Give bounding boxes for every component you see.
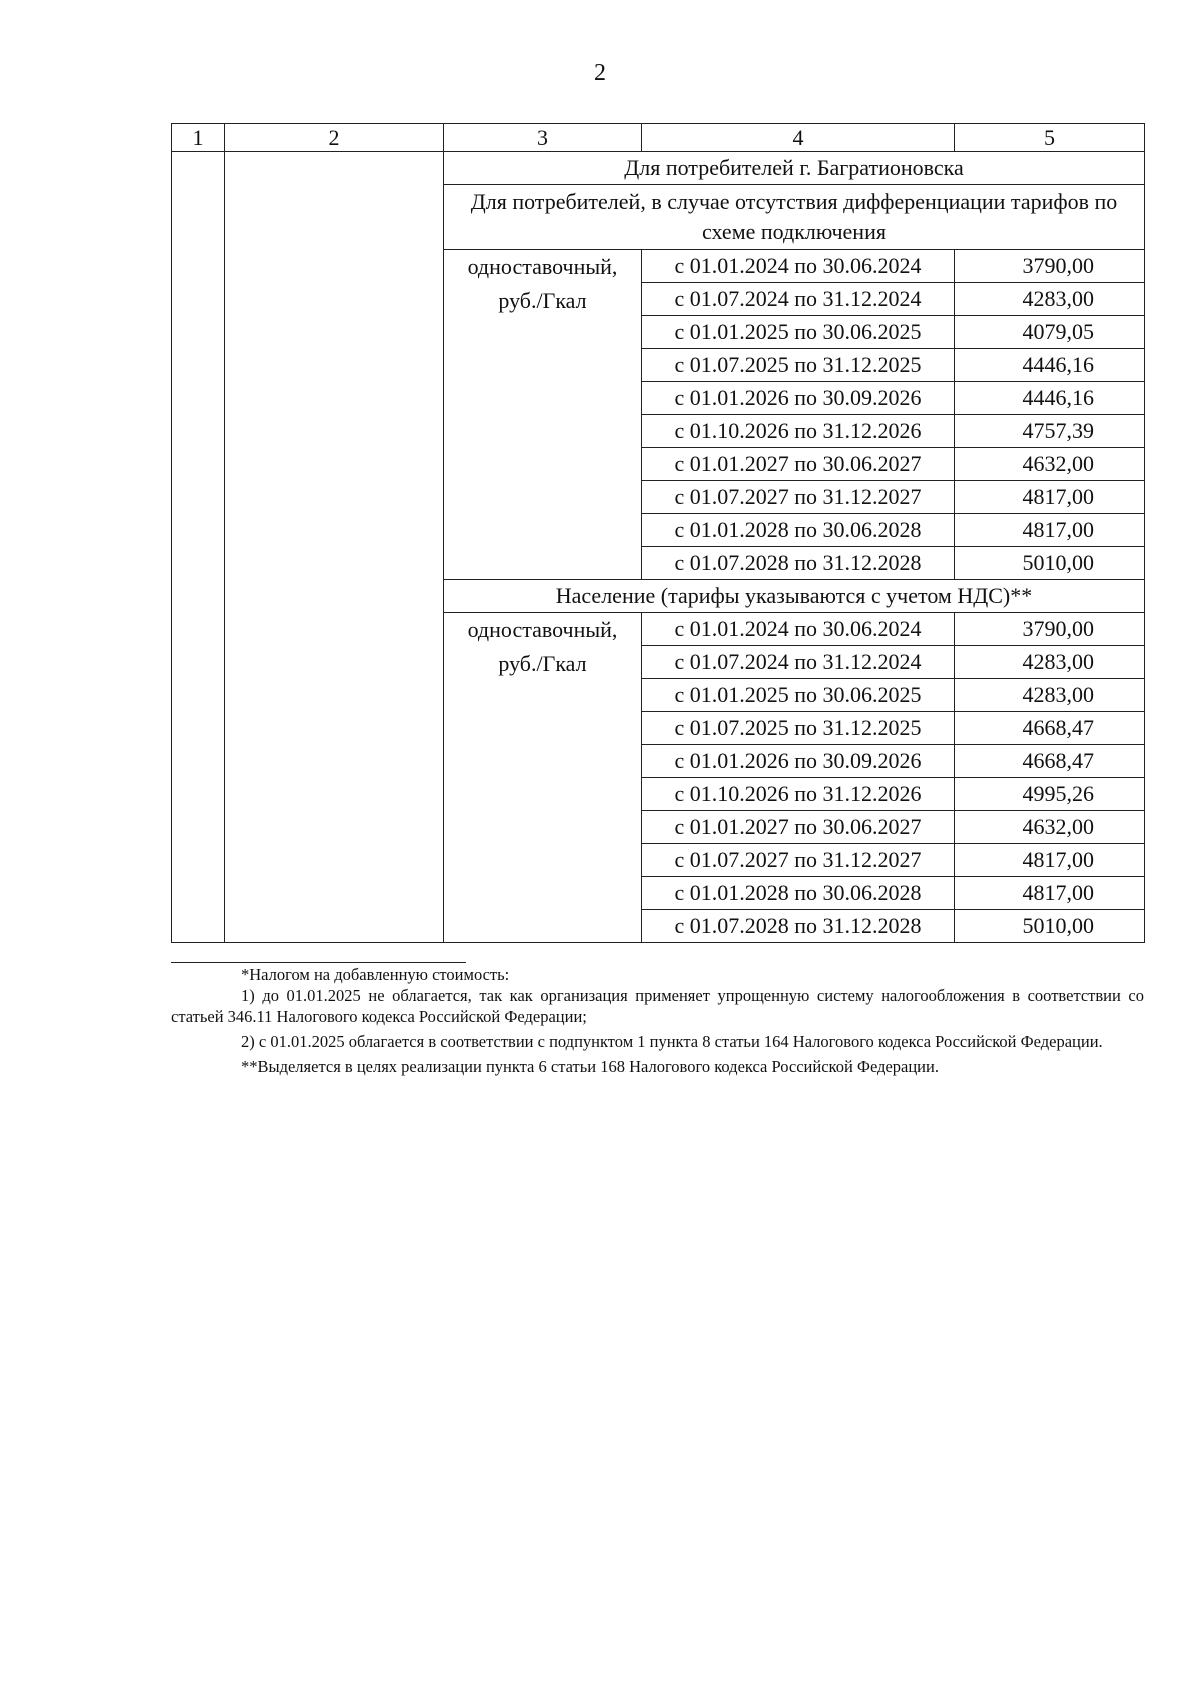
tariff-value-cell: 4757,39 xyxy=(955,415,1145,448)
footnote-population: **Выделяется в целях реализации пункта 6 статьи 168 Налогового кодекса Российской Федерации. xyxy=(241,1057,939,1076)
tariff-value-cell: 4079,05 xyxy=(955,316,1145,349)
period-cell: с 01.01.2025 по 30.06.2025 xyxy=(642,316,955,349)
tariff-value-cell: 4283,00 xyxy=(955,646,1145,679)
tariff-value-cell: 4817,00 xyxy=(955,844,1145,877)
period-cell: с 01.07.2024 по 31.12.2024 xyxy=(642,283,955,316)
tariff-value-cell: 4283,00 xyxy=(955,283,1145,316)
period-cell: с 01.01.2025 по 30.06.2025 xyxy=(642,679,955,712)
period-cell: с 01.07.2028 по 31.12.2028 xyxy=(642,910,955,943)
tariff-unit-label: руб./Гкал xyxy=(498,288,587,313)
period-cell: с 01.01.2024 по 30.06.2024 xyxy=(642,613,955,646)
period-cell: с 01.01.2024 по 30.06.2024 xyxy=(642,250,955,283)
tariff-value-cell: 3790,00 xyxy=(955,613,1145,646)
period-cell: с 01.07.2027 по 31.12.2027 xyxy=(642,481,955,514)
period-cell: с 01.01.2028 по 30.06.2028 xyxy=(642,877,955,910)
tariff-value-cell: 4283,00 xyxy=(955,679,1145,712)
tariff-value-cell: 4817,00 xyxy=(955,877,1145,910)
tariff-value-cell: 4668,47 xyxy=(955,745,1145,778)
section-title-no-differentiation: Для потребителей, в случае отсутствия дифференциации тарифов по схеме подключения xyxy=(444,185,1145,250)
footnote-vat-title: *Налогом на добавленную стоимость: xyxy=(241,965,510,984)
cell-col1-empty xyxy=(172,152,225,943)
period-cell: с 01.07.2024 по 31.12.2024 xyxy=(642,646,955,679)
period-cell: с 01.07.2028 по 31.12.2028 xyxy=(642,547,955,580)
period-cell: с 01.01.2027 по 30.06.2027 xyxy=(642,448,955,481)
tariff-unit-label: руб./Гкал xyxy=(498,651,587,676)
period-cell: с 01.10.2026 по 31.12.2026 xyxy=(642,778,955,811)
footnote-vat-item-2: 2) с 01.01.2025 облагается в соответствии с подпунктом 1 пункта 8 статьи 164 Налогового кодекса Российской Федерации. xyxy=(241,1032,1103,1051)
tariff-value-cell: 4817,00 xyxy=(955,514,1145,547)
period-cell: с 01.07.2027 по 31.12.2027 xyxy=(642,844,955,877)
cell-col2-empty xyxy=(225,152,444,943)
tariff-value-cell: 4995,26 xyxy=(955,778,1145,811)
table-header-row xyxy=(172,124,1145,152)
period-cell: с 01.01.2027 по 30.06.2027 xyxy=(642,811,955,844)
tariff-value-cell: 3790,00 xyxy=(955,250,1145,283)
period-cell: с 01.07.2025 по 31.12.2025 xyxy=(642,712,955,745)
period-cell: с 01.01.2026 по 30.09.2026 xyxy=(642,745,955,778)
tariff-value-cell: 4446,16 xyxy=(955,349,1145,382)
tariff-kind-label: одноставочный, xyxy=(467,254,618,279)
footnote-divider xyxy=(171,962,466,963)
period-cell: с 01.01.2026 по 30.09.2026 xyxy=(642,382,955,415)
column-number-5: 5 xyxy=(955,124,1145,152)
column-number-3: 3 xyxy=(444,124,642,152)
footnotes xyxy=(171,964,1144,1077)
tariff-value-cell: 4632,00 xyxy=(955,811,1145,844)
footnote-vat-item-1: 1) до 01.01.2025 не облагается, так как организация применяет упрощенную систему налогообложения в соответствии со статьей 346.11 Налогового кодекса Российской Федерации; xyxy=(171,986,1144,1026)
tariff-kind-population xyxy=(444,613,642,943)
period-cell: с 01.07.2025 по 31.12.2025 xyxy=(642,349,955,382)
tariff-value-cell: 4668,47 xyxy=(955,712,1145,745)
period-cell: с 01.10.2026 по 31.12.2026 xyxy=(642,415,955,448)
column-number-2: 2 xyxy=(225,124,444,152)
column-number-4: 4 xyxy=(642,124,955,152)
section-row-city xyxy=(172,152,1145,185)
tariff-value-cell: 4446,16 xyxy=(955,382,1145,415)
period-cell: с 01.01.2028 по 30.06.2028 xyxy=(642,514,955,547)
tariff-value-cell: 5010,00 xyxy=(955,910,1145,943)
page-number: 2 xyxy=(594,60,606,86)
column-number-1: 1 xyxy=(172,124,225,152)
section-title-city: Для потребителей г. Багратионовска xyxy=(444,152,1145,185)
section-title-population: Население (тарифы указываются с учетом НДС)** xyxy=(444,580,1145,613)
tariff-value-cell: 5010,00 xyxy=(955,547,1145,580)
tariff-kind-general xyxy=(444,250,642,580)
tariff-kind-label: одноставочный, xyxy=(467,617,618,642)
tariff-value-cell: 4632,00 xyxy=(955,448,1145,481)
tariff-value-cell: 4817,00 xyxy=(955,481,1145,514)
tariff-table xyxy=(171,123,1145,943)
